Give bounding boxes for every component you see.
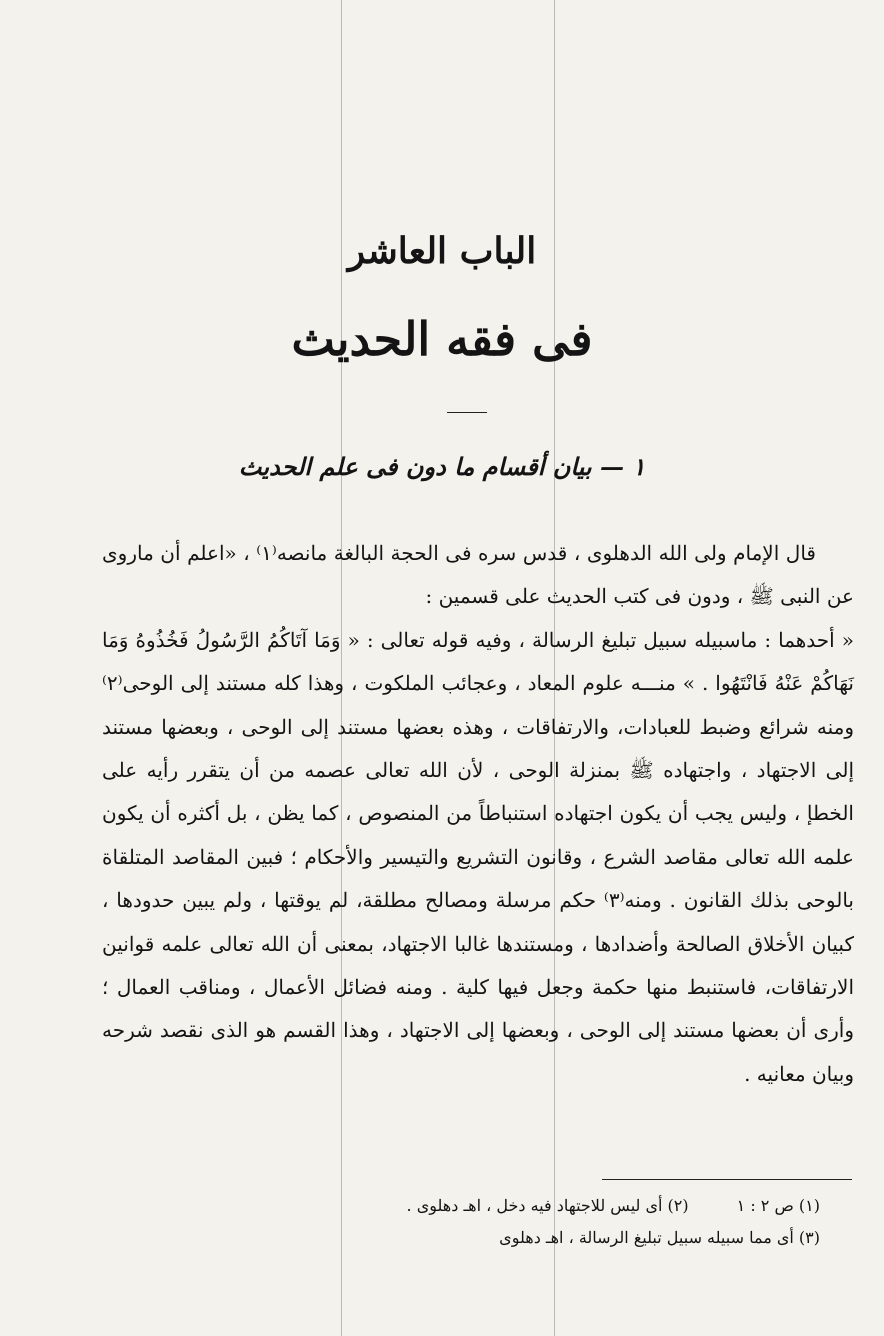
paragraph: قال الإمام ولى الله الدهلوى ، قدس سره فى الحجة البالغة مانصه⁽١⁾ ، «اعلم أن ماروى عن النبى ﷺ ، ودون فى كتب الحديث على قسمين : xyxy=(102,541,854,609)
title-divider xyxy=(447,412,487,413)
footnotes xyxy=(260,1190,820,1254)
chapter-subtitle: فى فقه الحديث xyxy=(291,312,593,366)
footnote-2: (٢) أى ليس للاجتهاد فيه دخل ، اهـ دهلوى . xyxy=(406,1196,689,1215)
chapter-title: الباب العاشر xyxy=(347,230,537,272)
body-text xyxy=(102,532,854,1096)
footnote-1: (١) ص ٢ : ١ xyxy=(736,1196,820,1215)
footnote-divider xyxy=(602,1179,852,1180)
section-heading: ١ — بيان أقسام ما دون فى علم الحديث xyxy=(238,452,646,481)
paragraph: « أحدهما : ماسبيله سبيل تبليغ الرسالة ، وفيه قوله تعالى : « وَمَا آتَاكُمُ الرَّسُولُ فَخُذُوهُ وَمَا نَهَاكُمْ عَنْهُ فَانْتَهُوا . » منـــه علوم المعاد ، وعجائب الملكوت ، وهذا كله مستند إلى الوحى⁽٢⁾ ومنه شرائع وضبط للعبادات، والارتفاقات ، وهذه بعضها مستند إلى الوحى ، وبعضها مستند إلى الاجتهاد ، واجتهاده ﷺ بمنزلة الوحى ، لأن الله تعالى عصمه من أن يتقرر رأيه على الخطإ ، وليس يجب أن يكون اجتهاده استنباطاً من المنصوص ، كما يظن ، بل أكثره أن يكون علمه الله تعالى مقاصد الشرع ، وقانون التشريع والتيسير والأحكام ؛ فبين المقاصد المتلقاة بالوحى بذلك القانون . ومنه⁽٣⁾ حكم مرسلة ومصالح مطلقة، لم يوقتها ، ولم يبين حدودها ، كبيان الأخلاق الصالحة وأضدادها ، ومستندها غالبا الاجتهاد، بمعنى أن الله تعالى علمه قوانين الارتفاقات، فاستنبط منها حكمة وجعل فيها كلية . ومنه فضائل الأعمال ، ومناقب العمال ؛ وأرى أن بعضها مستند إلى الوحى ، وبعضها إلى الاجتهاد ، وهذا القسم هو الذى نقصد شرحه وبيان معانيه . xyxy=(102,627,854,1086)
footnote-3: (٣) أى مما سبيله سبيل تبليغ الرسالة ، اهـ دهلوى xyxy=(499,1228,820,1247)
